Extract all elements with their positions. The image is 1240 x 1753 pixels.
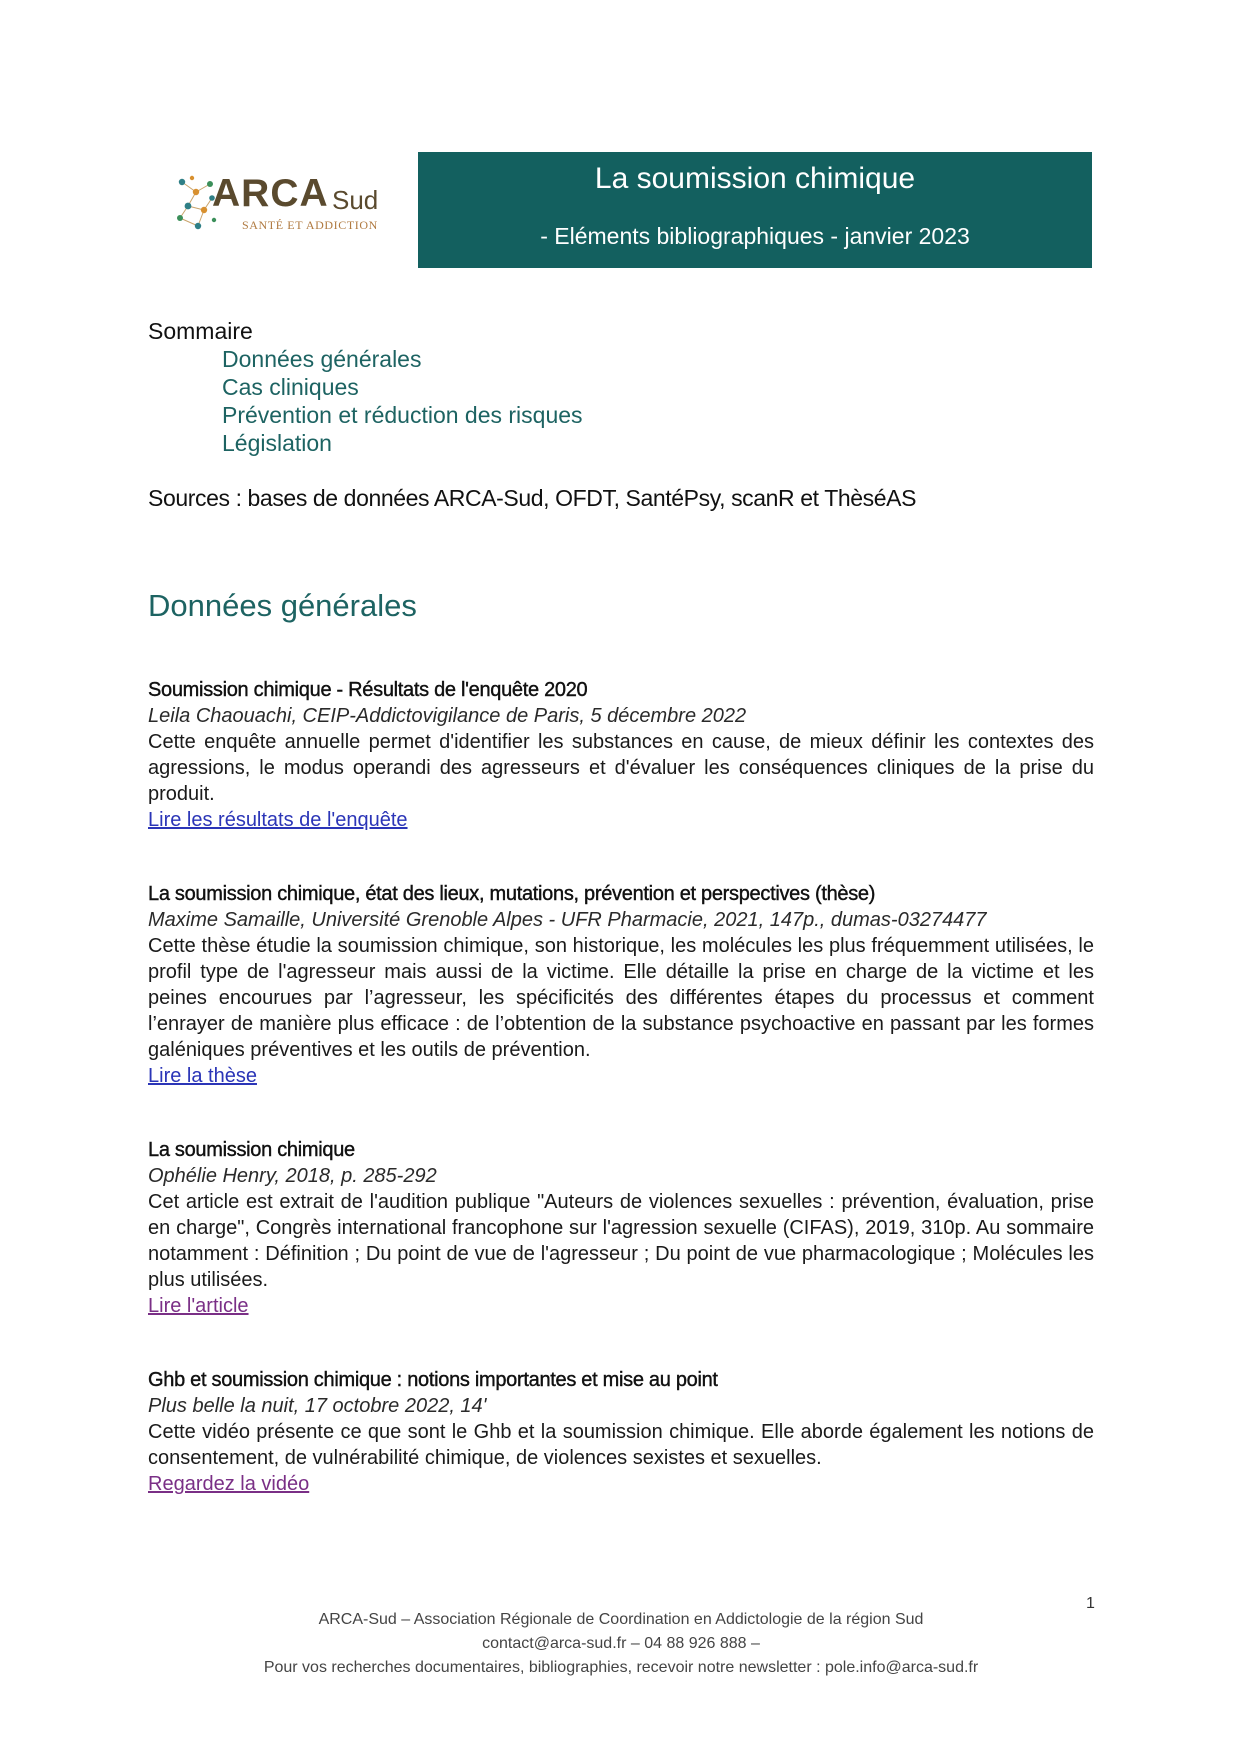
document-title: La soumission chimique (594, 162, 916, 195)
toc-item-legislation[interactable]: Législation (222, 430, 332, 456)
page-footer (148, 1608, 1094, 1680)
page-number: 1 (1086, 1595, 1095, 1612)
section-heading: Données générales (148, 588, 417, 623)
title-banner (418, 152, 1092, 268)
logo-wordmark: ARCA (212, 172, 329, 215)
entry-link[interactable]: Lire la thèse (148, 1065, 257, 1087)
bibliography-entry (148, 1137, 1094, 1319)
entry-description: Cette thèse étudie la soumission chimique, son historique, les molécules les plus fréquemment utilisées, le profil type de l'agresseur mais aussi de la victime. Elle détaille la prise en charge de la victime et les peines encourues par l’agresseur, les spécificités des différentes étapes du processus et comment l’enrayer de manière plus efficace : de l’obtention de la substance psychoactive en passant par les formes galéniques préventives et les outils de prévention. (148, 935, 1094, 1061)
entry-description: Cet article est extrait de l'audition publique "Auteurs de violences sexuelles : prévention, évaluation, prise en charge", Congrès international francophone sur l'agression sexuelle (CIFAS), 2019, 310p. Au sommaire notamment : Définition ; Du point de vue de l'agresseur ; Du point de vue pharmacologique ; Molécules les plus utilisées. (148, 1191, 1094, 1291)
arca-sud-logo (148, 152, 410, 264)
toc-item-donnees-generales[interactable]: Données générales (222, 346, 422, 372)
footer-organization: ARCA-Sud – Association Régionale de Coordination en Addictologie de la région Sud (318, 1611, 924, 1628)
entry-link[interactable]: Regardez la vidéo (148, 1473, 310, 1495)
bibliography-entry (148, 677, 1094, 833)
logo-tagline: SANTÉ ET ADDICTION (242, 218, 378, 232)
entry-link[interactable]: Lire l'article (148, 1295, 249, 1317)
logo-suffix: Sud (332, 185, 379, 215)
entry-author: Ophélie Henry, 2018, p. 285-292 (148, 1165, 437, 1187)
toc-item-cas-cliniques[interactable]: Cas cliniques (222, 374, 359, 400)
entry-title: Soumission chimique - Résultats de l'enquête 2020 (148, 679, 588, 701)
entry-author: Leila Chaouachi, CEIP-Addictovigilance de Paris, 5 décembre 2022 (148, 705, 747, 727)
bibliography-entry (148, 1367, 1094, 1497)
entry-author: Maxime Samaille, Université Grenoble Alpes - UFR Pharmacie, 2021, 147p., dumas-03274477 (148, 909, 987, 931)
entry-description: Cette vidéo présente ce que sont le Ghb et la soumission chimique. Elle aborde également les notions de consentement, de vulnérabilité chimique, de violences sexistes et sexuelles. (148, 1421, 1094, 1469)
toc-item-prevention[interactable]: Prévention et réduction des risques (222, 402, 583, 428)
entry-title: La soumission chimique, état des lieux, mutations, prévention et perspectives (thèse) (148, 883, 876, 905)
entry-title: Ghb et soumission chimique : notions importantes et mise au point (148, 1369, 718, 1391)
document-subtitle: - Eléments bibliographiques - janvier 2023 (540, 223, 970, 249)
sources-line: Sources : bases de données ARCA-Sud, OFDT, SantéPsy, scanR et ThèséAS (148, 485, 917, 511)
footer-contact: contact@arca-sud.fr – 04 88 926 888 – (482, 1635, 760, 1652)
entry-title: La soumission chimique (148, 1139, 355, 1161)
footer-newsletter: Pour vos recherches documentaires, bibliographies, recevoir notre newsletter : pole.info@arca-sud.fr (263, 1659, 979, 1676)
bibliography-entry (148, 881, 1094, 1089)
entry-description: Cette enquête annuelle permet d'identifier les substances en cause, de mieux définir les contextes des agressions, le modus operandi des agresseurs et d'évaluer les conséquences cliniques de la prise du produit. (148, 731, 1094, 805)
table-of-contents (222, 345, 583, 457)
entry-link[interactable]: Lire les résultats de l'enquête (148, 809, 408, 831)
entry-author: Plus belle la nuit, 17 octobre 2022, 14' (148, 1395, 487, 1417)
toc-heading: Sommaire (148, 318, 253, 344)
